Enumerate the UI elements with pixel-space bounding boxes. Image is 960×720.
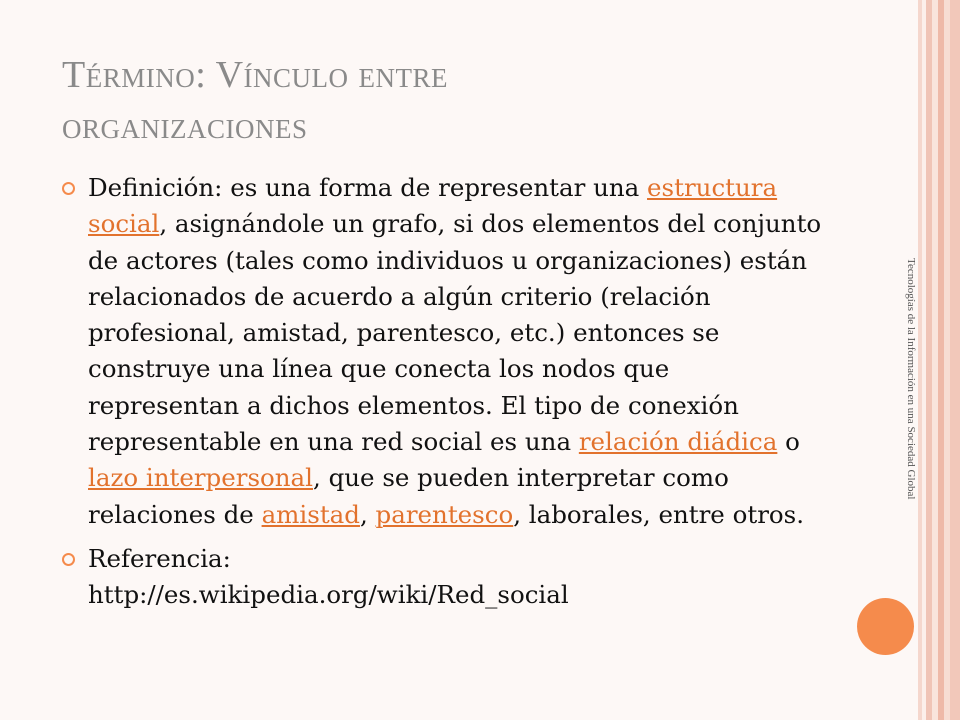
definition-bullet [62, 170, 822, 533]
definition-text-2: , asignándole un grafo, si dos elementos del conjunto de actores (tales como individuos u organizaciones) están relacionados de acuerdo a algún criterio (relación profesional, amistad, parentesco, etc.) entonces se construye una línea que conecta los nodos que representan a dichos elementos. El tipo de conexión representable en una red social es una [88, 209, 822, 457]
decorative-circle [857, 598, 914, 655]
title-line-2: organizaciones [62, 105, 308, 147]
reference-label: Referencia: [88, 543, 231, 573]
definition-text-4: , que se pueden interpretar como relaciones de [88, 463, 729, 529]
link-parentesco[interactable]: parentesco [375, 499, 514, 529]
title-line-1: Término: Vínculo entre [62, 54, 448, 96]
sidebar-caption: Tecnologías de la Información en una Sociedad Global [905, 258, 917, 500]
link-relacion-diadica[interactable]: relación diádica [578, 427, 778, 457]
slide-title [62, 50, 842, 152]
definition-text-3: o [777, 427, 800, 457]
bullet-list [62, 170, 822, 614]
link-lazo-interpersonal[interactable]: lazo interpersonal [88, 463, 313, 493]
definition-text-6: , laborales, entre otros. [513, 499, 805, 529]
reference-url: http://es.wikipedia.org/wiki/Red_social [88, 580, 569, 610]
decorative-stripes [918, 0, 960, 720]
reference-bullet [62, 541, 822, 614]
bullet-circle-icon [62, 182, 75, 195]
definition-text-5: , [359, 499, 376, 529]
definition-text-1: Definición: es una forma de representar una [88, 173, 648, 202]
link-amistad[interactable]: amistad [261, 499, 360, 529]
link-estructura-social[interactable]: estructura social [88, 173, 778, 239]
bullet-circle-icon [62, 553, 75, 566]
